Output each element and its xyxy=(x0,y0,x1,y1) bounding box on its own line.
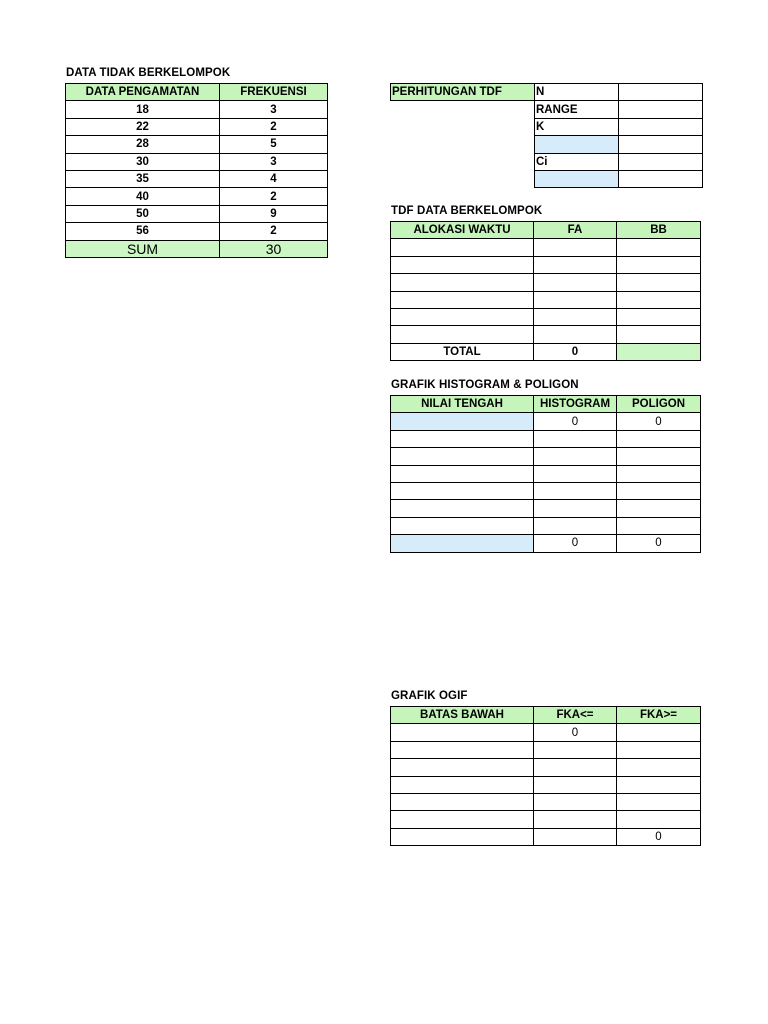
perhitungan-header[interactable]: PERHITUNGAN TDF xyxy=(391,84,535,101)
label-blank-2[interactable] xyxy=(535,170,619,187)
label-range[interactable]: RANGE xyxy=(535,101,619,118)
table-row xyxy=(391,811,701,828)
cell[interactable] xyxy=(391,724,534,741)
table-header-row xyxy=(391,222,701,239)
cell[interactable] xyxy=(617,448,701,465)
cell[interactable] xyxy=(617,274,701,291)
value-range[interactable] xyxy=(619,101,703,118)
cell[interactable]: 3 xyxy=(220,101,328,118)
cell[interactable] xyxy=(534,308,617,325)
value-n[interactable] xyxy=(619,84,703,101)
table-row xyxy=(66,118,328,135)
cell[interactable] xyxy=(534,465,617,482)
cell[interactable] xyxy=(617,759,701,776)
header-histogram[interactable]: HISTOGRAM xyxy=(534,396,617,413)
cell[interactable] xyxy=(617,239,701,256)
value-blank-2[interactable] xyxy=(619,170,703,187)
cell[interactable] xyxy=(617,793,701,810)
cell[interactable] xyxy=(617,500,701,517)
table-row xyxy=(391,535,701,552)
cell[interactable] xyxy=(391,759,534,776)
spacer xyxy=(391,153,535,170)
table-row xyxy=(391,430,701,447)
table-row xyxy=(391,84,703,101)
cell[interactable] xyxy=(617,291,701,308)
cell[interactable] xyxy=(391,500,534,517)
cell[interactable]: 18 xyxy=(66,101,220,118)
table-row xyxy=(391,308,701,325)
label-n[interactable]: N xyxy=(535,84,619,101)
cell[interactable]: 22 xyxy=(66,118,220,135)
tdf-title: TDF DATA BERKELOMPOK xyxy=(391,205,543,217)
cell[interactable] xyxy=(534,326,617,343)
value-blank-1[interactable] xyxy=(619,136,703,153)
cell[interactable] xyxy=(617,326,701,343)
table-row xyxy=(391,482,701,499)
table-row xyxy=(391,413,701,430)
histogram-title: GRAFIK HISTOGRAM & POLIGON xyxy=(391,379,579,391)
cell[interactable] xyxy=(617,308,701,325)
cell[interactable] xyxy=(534,793,617,810)
cell[interactable] xyxy=(534,448,617,465)
cell[interactable] xyxy=(534,291,617,308)
header-batas-bawah[interactable]: BATAS BAWAH xyxy=(391,707,534,724)
cell[interactable] xyxy=(391,326,534,343)
cell[interactable] xyxy=(391,308,534,325)
label-blank-1[interactable] xyxy=(535,136,619,153)
table-row xyxy=(391,741,701,758)
value-k[interactable] xyxy=(619,118,703,135)
spacer xyxy=(391,170,535,187)
table-header-row xyxy=(66,84,328,101)
cell[interactable] xyxy=(391,741,534,758)
cell[interactable] xyxy=(391,430,534,447)
cell[interactable] xyxy=(617,517,701,534)
cell[interactable]: 0 xyxy=(617,413,701,430)
header-data-pengamatan[interactable]: DATA PENGAMATAN xyxy=(66,84,220,101)
cell[interactable] xyxy=(391,811,534,828)
table-row xyxy=(391,136,703,153)
table-row xyxy=(391,759,701,776)
table-row xyxy=(391,465,701,482)
spacer xyxy=(391,118,535,135)
cell[interactable]: 0 xyxy=(617,535,701,552)
total-row xyxy=(391,343,701,360)
table-row xyxy=(391,517,701,534)
cell[interactable] xyxy=(391,448,534,465)
table-row xyxy=(391,153,703,170)
header-poligon[interactable]: POLIGON xyxy=(617,396,701,413)
cell[interactable] xyxy=(534,482,617,499)
table-row xyxy=(66,223,328,240)
table-row xyxy=(391,828,701,845)
header-alokasi-waktu[interactable]: ALOKASI WAKTU xyxy=(391,222,534,239)
header-fka-ge[interactable]: FKA>= xyxy=(617,707,701,724)
table-row xyxy=(391,724,701,741)
table-header-row xyxy=(391,396,701,413)
table-row xyxy=(391,170,703,187)
total-bb[interactable] xyxy=(617,343,701,360)
table-row xyxy=(391,101,703,118)
table-row xyxy=(391,256,701,273)
cell[interactable]: 30 xyxy=(66,153,220,170)
cell[interactable]: 50 xyxy=(66,205,220,222)
table-row xyxy=(66,188,328,205)
cell[interactable] xyxy=(617,776,701,793)
cell[interactable] xyxy=(391,482,534,499)
histogram-table xyxy=(390,395,701,553)
cell[interactable]: 5 xyxy=(220,136,328,153)
header-fa[interactable]: FA xyxy=(534,222,617,239)
total-value[interactable]: 0 xyxy=(534,343,617,360)
table-row xyxy=(391,274,701,291)
table-row xyxy=(391,326,701,343)
cell[interactable] xyxy=(391,274,534,291)
cell[interactable]: 9 xyxy=(220,205,328,222)
cell[interactable] xyxy=(391,239,534,256)
cell[interactable]: 0 xyxy=(534,724,617,741)
cell[interactable] xyxy=(534,239,617,256)
label-k[interactable]: K xyxy=(535,118,619,135)
cell[interactable] xyxy=(534,500,617,517)
cell[interactable]: 2 xyxy=(220,223,328,240)
table-row xyxy=(66,205,328,222)
cell[interactable] xyxy=(617,465,701,482)
cell[interactable]: 2 xyxy=(220,118,328,135)
cell[interactable] xyxy=(617,811,701,828)
cell[interactable]: 0 xyxy=(534,535,617,552)
cell[interactable]: 56 xyxy=(66,223,220,240)
cell[interactable]: 35 xyxy=(66,170,220,187)
cell[interactable] xyxy=(534,517,617,534)
cell[interactable] xyxy=(617,482,701,499)
header-frekuensi[interactable]: FREKUENSI xyxy=(220,84,328,101)
cell[interactable]: 2 xyxy=(220,188,328,205)
table-row xyxy=(391,239,701,256)
cell[interactable]: 4 xyxy=(220,170,328,187)
perhitungan-table xyxy=(390,83,703,188)
ogif-table xyxy=(390,706,701,846)
sum-row xyxy=(66,240,328,257)
table-row xyxy=(391,118,703,135)
cell[interactable]: 0 xyxy=(617,828,701,845)
sum-label[interactable]: SUM xyxy=(66,240,220,257)
cell[interactable] xyxy=(391,517,534,534)
spacer xyxy=(391,136,535,153)
table-header-row xyxy=(391,707,701,724)
table-row xyxy=(66,170,328,187)
total-label[interactable]: TOTAL xyxy=(391,343,534,360)
label-ci[interactable]: Ci xyxy=(535,153,619,170)
header-fka-le[interactable]: FKA<= xyxy=(534,707,617,724)
cell[interactable] xyxy=(617,724,701,741)
table-row xyxy=(391,291,701,308)
cell[interactable] xyxy=(391,776,534,793)
cell[interactable]: 3 xyxy=(220,153,328,170)
cell[interactable] xyxy=(534,828,617,845)
data-tidak-title: DATA TIDAK BERKELOMPOK xyxy=(66,67,231,79)
cell[interactable]: 28 xyxy=(66,136,220,153)
cell[interactable] xyxy=(534,256,617,273)
cell[interactable] xyxy=(534,430,617,447)
cell[interactable] xyxy=(617,741,701,758)
tdf-table xyxy=(390,221,701,361)
header-bb[interactable]: BB xyxy=(617,222,701,239)
table-row xyxy=(66,136,328,153)
cell[interactable] xyxy=(534,759,617,776)
cell[interactable]: 40 xyxy=(66,188,220,205)
table-row xyxy=(66,153,328,170)
cell[interactable] xyxy=(391,793,534,810)
cell[interactable] xyxy=(617,430,701,447)
table-row xyxy=(391,448,701,465)
spacer xyxy=(391,101,535,118)
table-row xyxy=(66,101,328,118)
cell[interactable] xyxy=(391,828,534,845)
data-tidak-table xyxy=(65,83,328,258)
sum-value[interactable]: 30 xyxy=(220,240,328,257)
cell[interactable] xyxy=(534,274,617,291)
cell[interactable] xyxy=(534,776,617,793)
cell[interactable] xyxy=(391,465,534,482)
ogif-title: GRAFIK OGIF xyxy=(391,690,468,702)
cell[interactable]: 0 xyxy=(534,413,617,430)
cell[interactable] xyxy=(534,811,617,828)
cell[interactable] xyxy=(617,256,701,273)
table-row xyxy=(391,500,701,517)
cell[interactable] xyxy=(534,741,617,758)
table-row xyxy=(391,793,701,810)
cell[interactable] xyxy=(391,291,534,308)
header-nilai-tengah[interactable]: NILAI TENGAH xyxy=(391,396,534,413)
value-ci[interactable] xyxy=(619,153,703,170)
cell[interactable] xyxy=(391,535,534,552)
cell[interactable] xyxy=(391,256,534,273)
cell[interactable] xyxy=(391,413,534,430)
table-row xyxy=(391,776,701,793)
